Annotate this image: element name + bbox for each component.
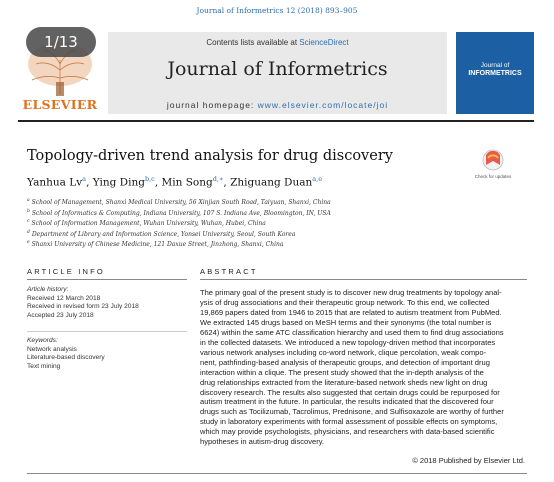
sciencedirect-link[interactable]: ScienceDirect — [299, 38, 349, 47]
history-label: Article history: — [27, 286, 69, 293]
keyword-item[interactable]: Text mining — [27, 363, 61, 371]
author-name[interactable]: Yanhua Lv — [27, 176, 83, 189]
article-history — [27, 286, 139, 321]
page-counter: 1/13 — [26, 27, 96, 57]
cover-title-line2: INFORMETRICS — [468, 70, 522, 77]
author-affil-mark[interactable]: a,e — [312, 175, 323, 183]
abstract-rule — [200, 279, 527, 280]
homepage-link[interactable]: www.elsevier.com/locate/joi — [257, 100, 389, 110]
abstract-line: nent, pathfinding-based analysis of therapeutic groups, and detection of important drug — [200, 357, 490, 367]
author-affil-mark[interactable]: b,c — [144, 175, 155, 183]
abstract-heading: ABSTRACT — [200, 267, 258, 276]
abstract-line: in the collected datasets. We introduced a new topology-driven method that incorporates — [200, 337, 496, 347]
homepage-prefix: journal homepage: — [166, 100, 258, 110]
abstract-line: The primary goal of the present study is to discover new drug treatments by topology anal- — [200, 288, 502, 297]
bottom-rule — [27, 473, 527, 474]
history-item: Received 12 March 2018 — [27, 294, 101, 302]
info-divider — [27, 331, 187, 332]
cover-title-line1: Journal of — [480, 62, 510, 69]
author-affil-mark[interactable]: d,∗ — [212, 175, 224, 183]
affiliation-item: $^c$ School of Information Management, Wuhan University, Wuhan, Hubei, China — [27, 219, 266, 228]
affiliation-item: $^d$ Department of Library and Information Science, Yonsei University, Seoul, South Korea — [27, 229, 296, 238]
homepage-line — [108, 100, 447, 110]
article-info-heading: ARTICLE INFO — [27, 267, 105, 276]
abstract-line: 19,869 papers dated from 1946 to 2015 that are related to autism treatment from PubMed. — [200, 307, 502, 317]
abstract-line: drugs such as Tocilizumab, Tacrolimus, Prednisone, and Sulfisoxazole are worthy of further — [200, 407, 504, 417]
keyword-item[interactable]: Network analysis — [27, 345, 77, 353]
author-name[interactable]: Min Song — [161, 176, 213, 189]
keywords-block — [27, 337, 105, 372]
abstract-line: hypotheses in autism-drug discovery. — [200, 437, 325, 447]
abstract-line: 6624) within the same ATC classification hierarchy and used them to find drug associations — [200, 327, 504, 337]
affiliation-item: $^a$ School of Management, Shanxi Medical University, 56 Xinjian South Road, Taiyuan, Shanxi, China — [27, 198, 331, 206]
contents-prefix: Contents lists available at — [206, 38, 300, 47]
abstract-line: which may provide psychologists, physicians, and researchers with data-based scientific — [200, 427, 495, 437]
keywords-label: Keywords: — [27, 337, 58, 344]
affiliation-item: $^b$ School of Informatics & Computing, Indiana University, 107 S. Indiana Ave, Bloomington, IN, USA — [27, 208, 331, 217]
author-name[interactable]: Ying Ding — [92, 176, 145, 189]
history-item: Accepted 23 July 2018 — [27, 312, 94, 320]
abstract-line: ysis of drug associations and their therapeutic group network. To this end, we collected — [200, 297, 490, 307]
history-item: Received in revised form 23 July 2018 — [27, 303, 139, 311]
abstract-line: various network analyses including co-word network, clique percolation, weak compo- — [200, 347, 487, 357]
author-affil-mark[interactable]: a — [82, 175, 87, 183]
abstract-line: study in laboratory experiments with formal assessment of possible effects on symptoms, — [200, 417, 498, 427]
journal-title: Journal of Informetrics — [167, 58, 388, 80]
abstract-line: We extracted 145 drugs based on MeSH terms and their synonyms (the total number is — [200, 317, 492, 327]
abstract-line: discovery research. The results also suggested that certain drugs could be repurposed for — [200, 387, 500, 397]
cover-title — [456, 62, 534, 78]
check-for-updates-icon[interactable] — [473, 148, 513, 186]
article-title: Topology-driven trend analysis for drug discovery — [27, 148, 393, 164]
keyword-item[interactable]: Literature-based discovery — [27, 354, 105, 362]
author-name[interactable]: Zhiguang Duan — [230, 176, 313, 189]
check-for-updates-label[interactable]: Check for updates — [474, 174, 512, 179]
abstract-line: interaction within a clique. The present study showed that the in-depth analysis of the — [200, 367, 484, 377]
abstract-line: drug relationships extracted from the literature-based network sheds new light on drug — [200, 377, 488, 387]
header-rule — [18, 120, 534, 122]
copyright-notice: © 2018 Published by Elsevier Ltd. — [412, 456, 525, 465]
affiliation-item: $^e$ Shanxi University of Chinese Medicine, 121 Daxue Street, Jinzhong, Shanxi, China — [27, 240, 284, 249]
author-list: Yanhua Lv$^a$, Ying Ding$^{b,c}$, Min Song$^{d,∗}$, Zhiguang Duan$^{a,e}$ — [27, 175, 323, 189]
publisher-name: ELSEVIER — [22, 97, 98, 112]
article-info-rule — [27, 279, 187, 280]
abstract-line: autism treatment in the future. In particular, the results indicated that the discovered four — [200, 397, 494, 407]
journal-citation[interactable]: Journal of Informetrics 12 (2018) 893–905 — [196, 6, 358, 15]
contents-line — [108, 38, 447, 47]
affiliations-list — [27, 197, 331, 250]
abstract-body — [200, 288, 525, 447]
